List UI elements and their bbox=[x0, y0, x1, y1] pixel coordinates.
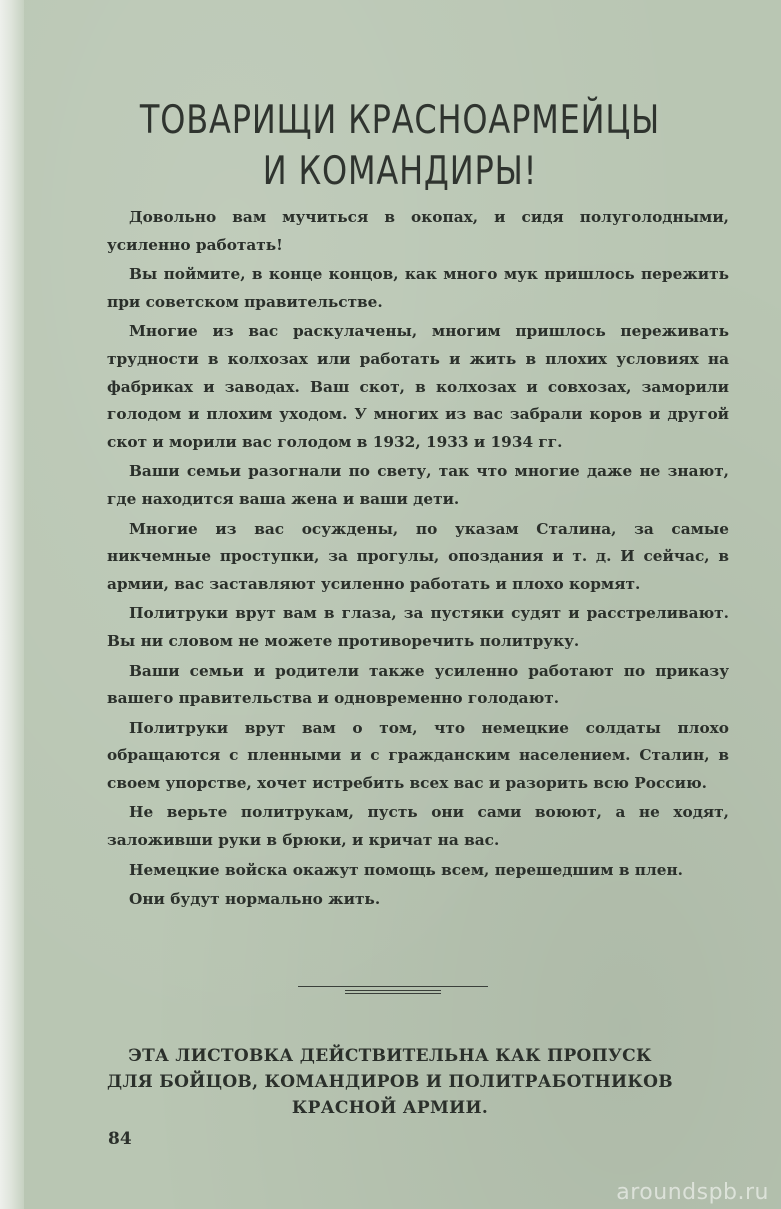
paragraph: Вы поймите, в конце концов, как много мук пришлось пережить при советском правительстве. bbox=[107, 265, 729, 311]
divider-rule bbox=[298, 986, 488, 987]
leaflet-title-line-1: ТОВАРИЩИ КРАСНОАРМЕЙЦЫ bbox=[139, 98, 661, 143]
paper-edge bbox=[0, 0, 24, 1209]
paragraph: Они будут нормально жить. bbox=[129, 890, 381, 909]
pass-notice-line-1: ЭТА ЛИСТОВКА ДЕЙСТВИТЕЛЬНА КАК ПРОПУСК bbox=[128, 1046, 652, 1066]
paragraph: Многие из вас осуждены, по указам Сталина, за самые никчемные проступки, за прогулы, опоздания и т. д. И сейчас, в армии, вас заставляют усиленно работать и плохо кормят. bbox=[107, 519, 729, 593]
pass-notice-line-3: КРАСНОЙ АРМИИ. bbox=[291, 1098, 489, 1118]
page-number: 84 bbox=[108, 1129, 132, 1149]
paragraph: Политруки врут вам о том, что немецкие солдаты плохо обращаются с пленными и с гражданским населением. Сталин, в своем упорстве, хочет истребить всех вас и разорить всю Россию. bbox=[107, 718, 729, 792]
paragraph: Ваши семьи и родители также усиленно работают по приказу вашего правительства и одновременно голодают. bbox=[107, 661, 729, 708]
pass-notice bbox=[80, 1043, 700, 1121]
paragraph: Многие из вас раскулачены, многим пришлось переживать трудности в колхозах или работать и жить в плохих условиях на фабриках и заводах. Ваш скот, в колхозах и совхозах, заморили голодом и плохим уходом. У многих из вас забрали коров и другой скот и морили вас голодом в 1932, 1933 и 1934 гг. bbox=[107, 322, 729, 451]
paragraph: Политруки врут вам в глаза, за пустяки судят и расстреливают. Вы ни словом не можете противоречить политруку. bbox=[107, 604, 729, 650]
paragraph: Немецкие войска окажут помощь всем, перешедшим в плен. bbox=[129, 860, 684, 879]
pass-notice-line-2: ДЛЯ БОЙЦОВ, КОМАНДИРОВ И ПОЛИТРАБОТНИКОВ bbox=[107, 1072, 673, 1092]
leaflet-title-line-2: И КОМАНДИРЫ! bbox=[262, 149, 538, 194]
divider-rule bbox=[345, 990, 441, 991]
leaflet-body bbox=[107, 204, 729, 916]
paragraph: Не верьте политрукам, пусть они сами воюют, а не ходят, заложивши руки в брюки, и кричат на вас. bbox=[107, 803, 729, 850]
paragraph: Довольно вам мучиться в окопах, и сидя полуголодными, усиленно работать! bbox=[107, 208, 729, 254]
paragraph: Ваши семьи разогнали по свету, так что многие даже не знают, где находится ваша жена и ваши дети. bbox=[107, 462, 729, 508]
divider-rule bbox=[345, 993, 441, 994]
site-watermark: aroundspb.ru bbox=[616, 1180, 769, 1205]
